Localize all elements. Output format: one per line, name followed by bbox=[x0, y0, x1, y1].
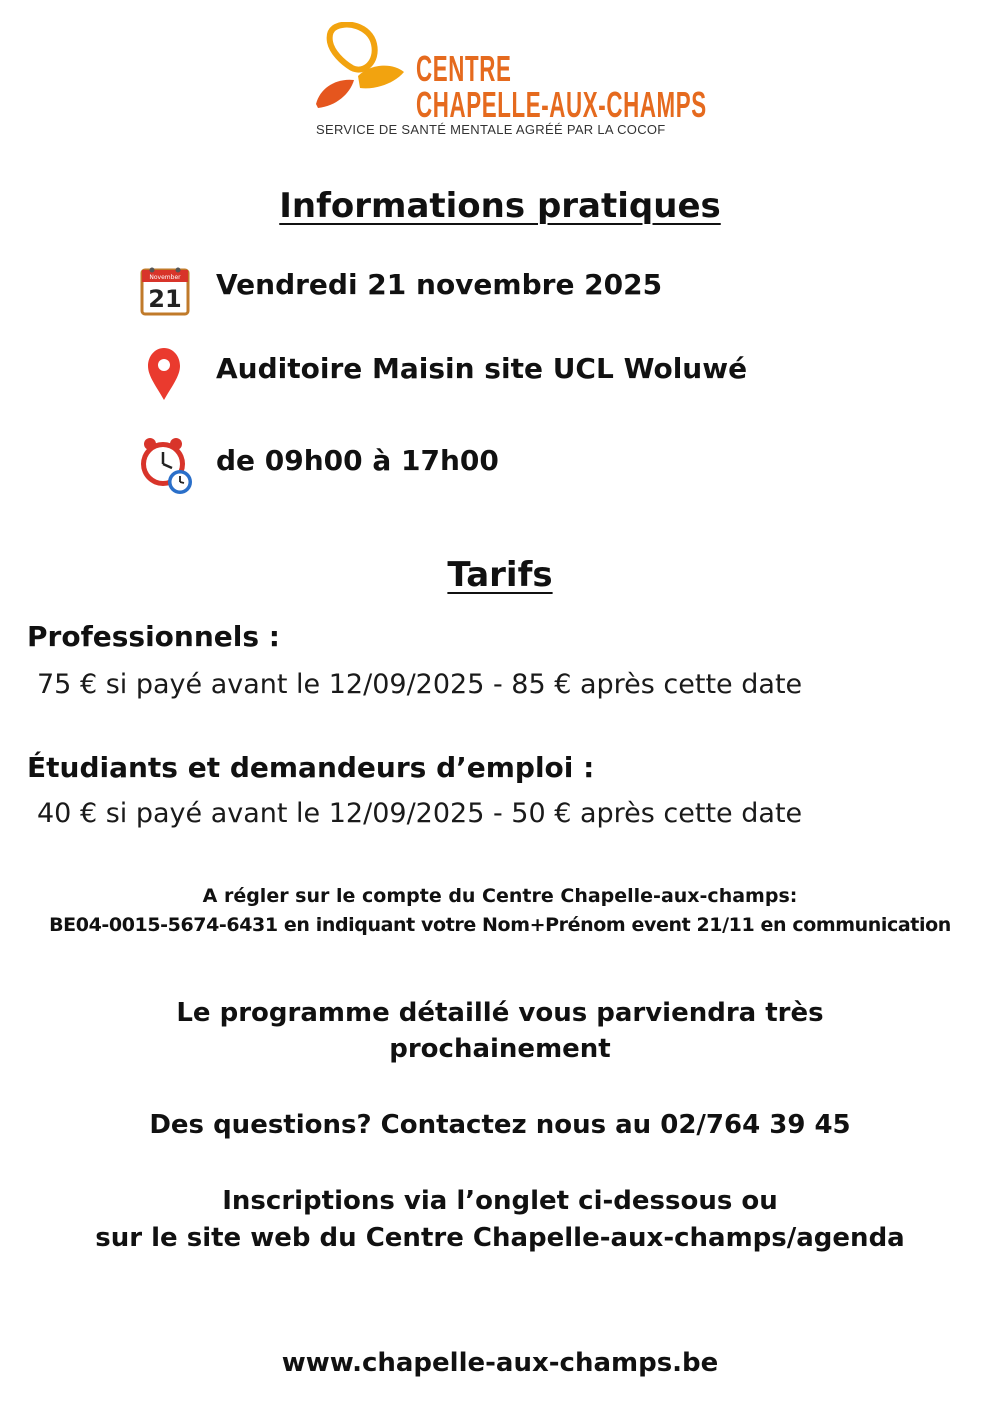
professionals-price: 75 € si payé avant le 12/09/2025 - 85 € après cette date bbox=[37, 669, 803, 700]
registration-line2: sur le site web du Centre Chapelle-aux-champs/agenda bbox=[95, 1223, 905, 1253]
payment-line1: A régler sur le compte du Centre Chapelle-aux-champs: bbox=[202, 885, 798, 907]
calendar-month-label: November bbox=[149, 274, 181, 281]
program-line1: Le programme détaillé vous parviendra très bbox=[176, 998, 824, 1028]
students-price: 40 € si payé avant le 12/09/2025 - 50 € après cette date bbox=[37, 798, 803, 829]
website-link[interactable]: www.chapelle-aux-champs.be bbox=[281, 1348, 719, 1378]
logo-tagline: SERVICE DE SANTÉ MENTALE AGRÉÉ PAR LA COCOF bbox=[316, 122, 666, 137]
logo-title-line1: CENTRE bbox=[416, 48, 512, 89]
tarifs-heading: Tarifs bbox=[447, 555, 553, 595]
alarm-clock-icon bbox=[138, 436, 198, 496]
time-text: de 09h00 à 17h00 bbox=[216, 444, 499, 477]
location-pin-icon bbox=[138, 344, 198, 404]
logo-title-line2: CHAPELLE-AUX-CHAMPS bbox=[416, 84, 707, 125]
logo bbox=[312, 22, 707, 142]
calendar-day-number: 21 bbox=[148, 285, 182, 313]
date-text: Vendredi 21 novembre 2025 bbox=[216, 268, 663, 301]
payment-line2: BE04-0015-5674-6431 en indiquant votre Nom+Prénom event 21/11 en communication bbox=[49, 914, 951, 936]
info-heading: Informations pratiques bbox=[279, 186, 721, 226]
contact-text: Des questions? Contactez nous au 02/764 39 45 bbox=[149, 1110, 851, 1140]
registration-line1: Inscriptions via l’onglet ci-dessous ou bbox=[222, 1186, 778, 1216]
logo-mark-icon bbox=[312, 22, 412, 112]
calendar-icon bbox=[138, 262, 198, 322]
program-line2: prochainement bbox=[389, 1034, 611, 1064]
location-text: Auditoire Maisin site UCL Woluwé bbox=[216, 352, 748, 385]
professionals-title: Professionnels : bbox=[27, 620, 280, 653]
students-title: Étudiants et demandeurs d’emploi : bbox=[27, 751, 595, 784]
